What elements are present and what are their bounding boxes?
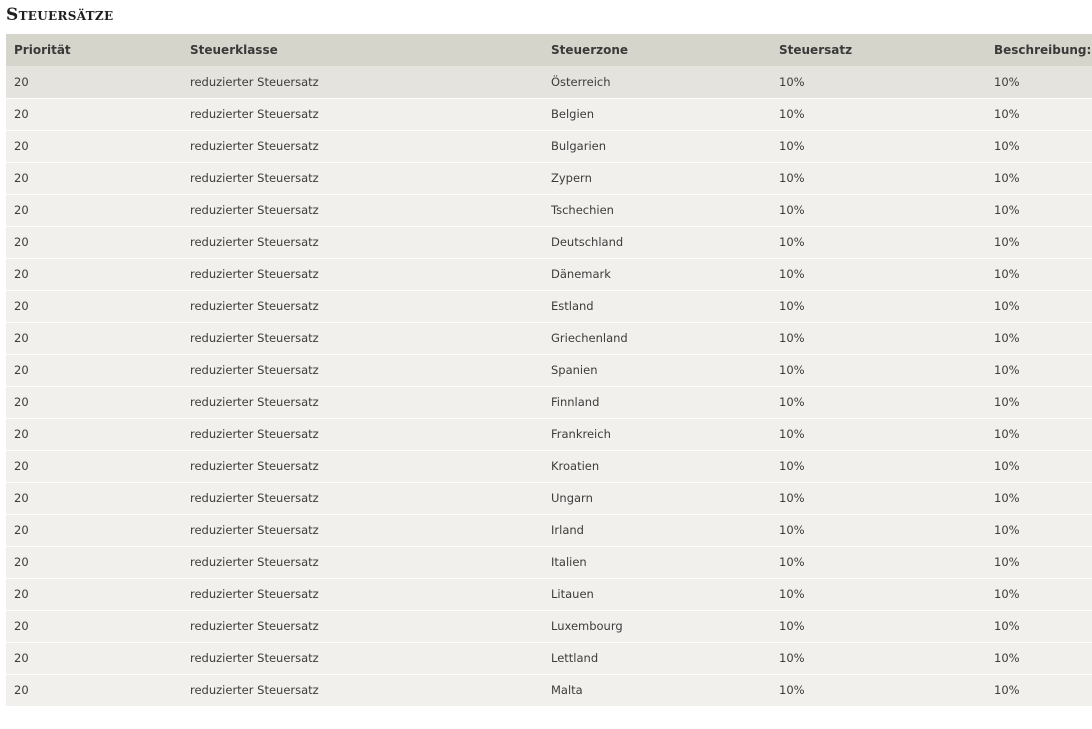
table-row[interactable]: [6, 226, 1092, 258]
cell-tax-zone: Deutschland: [551, 235, 624, 249]
cell-priority: 20: [14, 171, 29, 185]
cell-tax-class: reduzierter Steuersatz: [190, 619, 319, 633]
cell-tax-rate: 10%: [779, 299, 805, 313]
cell-description: 10%: [994, 427, 1020, 441]
table-row[interactable]: [6, 450, 1092, 482]
header-row: [6, 34, 1092, 66]
cell-tax-class: reduzierter Steuersatz: [190, 363, 319, 377]
cell-tax-class: reduzierter Steuersatz: [190, 107, 319, 121]
cell-tax-class: reduzierter Steuersatz: [190, 395, 319, 409]
cell-tax-zone: Zypern: [551, 171, 592, 185]
cell-tax-rate: 10%: [779, 555, 805, 569]
table-row[interactable]: [6, 194, 1092, 226]
column-header-description[interactable]: Beschreibung:: [994, 43, 1092, 57]
cell-description: 10%: [994, 395, 1020, 409]
column-header-tax-zone[interactable]: Steuerzone: [551, 43, 629, 57]
cell-tax-zone: Luxembourg: [551, 619, 623, 633]
cell-tax-zone: Lettland: [551, 651, 599, 665]
cell-tax-zone: Kroatien: [551, 459, 600, 473]
cell-tax-rate: 10%: [779, 523, 805, 537]
cell-description: 10%: [994, 555, 1020, 569]
table-row[interactable]: [6, 674, 1092, 706]
cell-priority: 20: [14, 203, 29, 217]
table-body: [6, 66, 1092, 706]
table-row[interactable]: [6, 578, 1092, 610]
cell-priority: 20: [14, 74, 29, 89]
cell-tax-zone: Spanien: [551, 363, 598, 377]
cell-tax-class: reduzierter Steuersatz: [190, 587, 319, 601]
cell-description: 10%: [994, 235, 1020, 249]
table-row[interactable]: [6, 418, 1092, 450]
tax-rates-table: [6, 34, 1092, 707]
cell-priority: 20: [14, 459, 29, 473]
cell-priority: 20: [14, 299, 29, 313]
cell-tax-class: reduzierter Steuersatz: [190, 171, 319, 185]
cell-priority: 20: [14, 363, 29, 377]
cell-description: 10%: [994, 363, 1020, 377]
cell-tax-zone: Frankreich: [551, 427, 611, 441]
cell-tax-rate: 10%: [779, 171, 805, 185]
cell-priority: 20: [14, 395, 29, 409]
cell-tax-rate: 10%: [779, 683, 805, 697]
cell-tax-zone: Belgien: [551, 107, 595, 121]
cell-tax-rate: 10%: [779, 203, 805, 217]
page-title: Steuersätze: [6, 5, 114, 25]
cell-tax-rate: 10%: [779, 491, 805, 505]
cell-description: 10%: [994, 203, 1020, 217]
cell-tax-zone: Ungarn: [551, 491, 593, 505]
cell-priority: 20: [14, 587, 29, 601]
cell-description: 10%: [994, 299, 1020, 313]
table-row[interactable]: [6, 610, 1092, 642]
cell-description: 10%: [994, 267, 1020, 281]
cell-priority: 20: [14, 523, 29, 537]
cell-description: 10%: [994, 107, 1020, 121]
cell-tax-class: reduzierter Steuersatz: [190, 683, 319, 697]
cell-tax-rate: 10%: [779, 331, 805, 345]
cell-tax-rate: 10%: [779, 395, 805, 409]
cell-tax-rate: 10%: [779, 619, 805, 633]
cell-tax-class: reduzierter Steuersatz: [190, 555, 319, 569]
cell-description: 10%: [994, 523, 1020, 537]
cell-description: 10%: [994, 619, 1020, 633]
table-row[interactable]: [6, 354, 1092, 386]
table-row[interactable]: [6, 66, 1092, 98]
cell-tax-class: reduzierter Steuersatz: [190, 459, 319, 473]
cell-priority: 20: [14, 619, 29, 633]
cell-priority: 20: [14, 139, 29, 153]
cell-priority: 20: [14, 235, 29, 249]
cell-tax-class: reduzierter Steuersatz: [190, 74, 319, 89]
cell-tax-zone: Estland: [551, 299, 594, 313]
cell-tax-class: reduzierter Steuersatz: [190, 139, 319, 153]
table-row[interactable]: [6, 98, 1092, 130]
cell-tax-zone: Malta: [551, 683, 583, 697]
cell-tax-class: reduzierter Steuersatz: [190, 267, 319, 281]
cell-tax-rate: 10%: [779, 363, 805, 377]
cell-tax-zone: Finnland: [551, 395, 600, 409]
cell-description: 10%: [994, 651, 1020, 665]
cell-description: 10%: [994, 331, 1020, 345]
table-row[interactable]: [6, 162, 1092, 194]
cell-priority: 20: [14, 651, 29, 665]
cell-tax-zone: Österreich: [551, 74, 611, 89]
cell-tax-zone: Dänemark: [551, 267, 611, 281]
table-row[interactable]: [6, 514, 1092, 546]
cell-tax-zone: Litauen: [551, 587, 594, 601]
table-row[interactable]: [6, 386, 1092, 418]
cell-tax-class: reduzierter Steuersatz: [190, 331, 319, 345]
cell-priority: 20: [14, 107, 29, 121]
column-header-priority[interactable]: Priorität: [14, 43, 71, 57]
cell-tax-rate: 10%: [779, 74, 805, 89]
cell-tax-rate: 10%: [779, 459, 805, 473]
cell-tax-class: reduzierter Steuersatz: [190, 491, 319, 505]
table-row[interactable]: [6, 546, 1092, 578]
cell-description: 10%: [994, 171, 1020, 185]
cell-tax-rate: 10%: [779, 107, 805, 121]
cell-tax-zone: Tschechien: [551, 203, 614, 217]
cell-tax-rate: 10%: [779, 427, 805, 441]
cell-tax-rate: 10%: [779, 235, 805, 249]
cell-tax-class: reduzierter Steuersatz: [190, 651, 319, 665]
cell-tax-class: reduzierter Steuersatz: [190, 203, 319, 217]
cell-tax-rate: 10%: [779, 139, 805, 153]
cell-description: 10%: [994, 74, 1020, 89]
cell-description: 10%: [994, 683, 1020, 697]
cell-tax-zone: Italien: [551, 555, 587, 569]
table-row[interactable]: [6, 322, 1092, 354]
cell-tax-rate: 10%: [779, 587, 805, 601]
cell-tax-rate: 10%: [779, 267, 805, 281]
table-row[interactable]: [6, 130, 1092, 162]
cell-description: 10%: [994, 587, 1020, 601]
table-row[interactable]: [6, 642, 1092, 674]
cell-tax-rate: 10%: [779, 651, 805, 665]
cell-priority: 20: [14, 555, 29, 569]
cell-priority: 20: [14, 491, 29, 505]
column-header-tax-class[interactable]: Steuerklasse: [190, 43, 278, 57]
cell-priority: 20: [14, 427, 29, 441]
tax-rates-table-container: [6, 34, 1092, 707]
table-row[interactable]: [6, 258, 1092, 290]
cell-description: 10%: [994, 139, 1020, 153]
table-header: [6, 34, 1092, 66]
cell-tax-class: reduzierter Steuersatz: [190, 523, 319, 537]
cell-priority: 20: [14, 683, 29, 697]
cell-tax-zone: Irland: [551, 523, 584, 537]
cell-description: 10%: [994, 491, 1020, 505]
cell-tax-zone: Bulgarien: [551, 139, 607, 153]
cell-description: 10%: [994, 459, 1020, 473]
column-header-tax-rate[interactable]: Steuersatz: [779, 43, 853, 57]
cell-tax-zone: Griechenland: [551, 331, 628, 345]
cell-tax-class: reduzierter Steuersatz: [190, 299, 319, 313]
cell-priority: 20: [14, 331, 29, 345]
cell-priority: 20: [14, 267, 29, 281]
cell-tax-class: reduzierter Steuersatz: [190, 427, 319, 441]
table-row[interactable]: [6, 290, 1092, 322]
table-row[interactable]: [6, 482, 1092, 514]
cell-tax-class: reduzierter Steuersatz: [190, 235, 319, 249]
